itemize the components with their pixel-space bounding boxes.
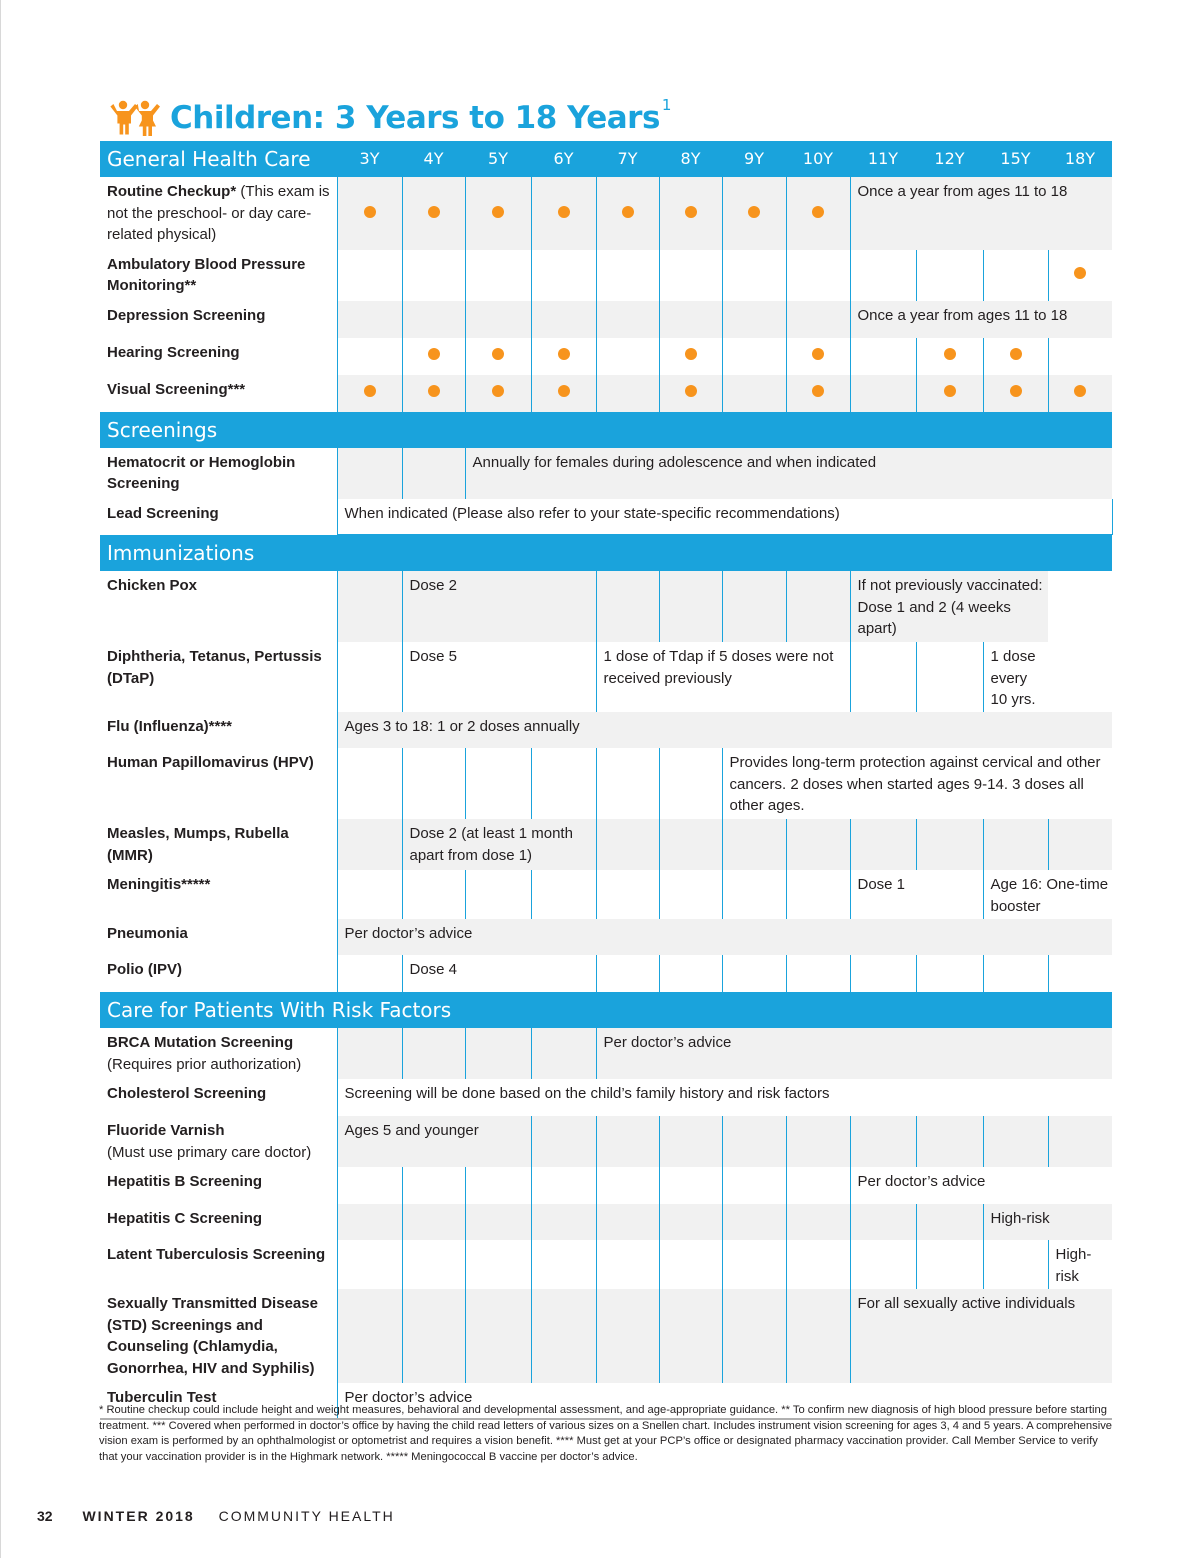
table-row-hepatitis-c: [100, 1204, 1112, 1240]
age-header: 11Y: [850, 141, 916, 177]
table-row-ambulatory-bp: [100, 250, 1112, 301]
dose-note: If not previously vaccinated: Dose 1 and 2 (4 weeks apart): [850, 571, 1048, 642]
row-label: Lead Screening: [107, 504, 219, 522]
recommended-dot: [492, 348, 504, 360]
age-header: 18Y: [1048, 141, 1112, 177]
recommended-dot: [428, 206, 440, 218]
page-title-text: Children: 3 Years to 18 Years $^1$: [170, 96, 671, 136]
age-header: 10Y: [786, 141, 850, 177]
section-title: Immunizations: [100, 535, 1112, 572]
row-span-note: Per doctor’s advice: [337, 919, 1112, 955]
recommended-dot: [812, 348, 824, 360]
table-row-fluoride: [100, 1116, 1112, 1167]
age-header: 15Y: [983, 141, 1048, 177]
table-row-brca: [100, 1028, 1112, 1079]
recommended-dot: [1074, 385, 1086, 397]
row-span-note: High-risk: [1048, 1240, 1112, 1289]
table-row-lead: [100, 499, 1112, 535]
row-label: Fluoride Varnish (Must use primary care doctor): [100, 1116, 337, 1167]
age-header: 8Y: [659, 141, 722, 177]
age-header: 9Y: [722, 141, 786, 177]
table-row-hematocrit: [100, 448, 1112, 499]
row-label: Polio (IPV): [107, 961, 182, 978]
page-edge-rule: [0, 0, 1, 1558]
table-row-chicken-pox: [100, 571, 1112, 642]
row-label: Latent Tuberculosis Screening: [107, 1246, 326, 1263]
row-label: Hearing Screening: [107, 343, 240, 361]
section-title: Care for Patients With Risk Factors: [100, 992, 1112, 1028]
row-label: Ambulatory Blood Pressure Monitoring**: [107, 255, 306, 294]
row-span-note: Screening will be done based on the child’s family history and risk factors: [337, 1079, 1112, 1116]
recommended-dot: [1010, 348, 1022, 360]
row-label: Sexually Transmitted Disease (STD) Screenings and Counseling (Chlamydia, Gonorrhea, HIV and Syphilis): [100, 1289, 337, 1383]
row-label: Hepatitis C Screening: [100, 1204, 337, 1240]
row-label: Chicken Pox: [100, 571, 337, 642]
age-header: 7Y: [596, 141, 659, 177]
issue-label: WINTER 2018: [82, 1508, 195, 1524]
row-label: Hepatitis B Screening: [107, 1173, 263, 1190]
recommended-dot: [685, 206, 697, 218]
recommended-dot: [428, 385, 440, 397]
table-row-visual: [100, 375, 1112, 412]
table-row-depression: [100, 301, 1112, 338]
recommended-dot: [685, 385, 697, 397]
recommended-dot: [558, 206, 570, 218]
table-row-routine-checkup: [100, 177, 1112, 250]
row-span-note: Per doctor’s advice: [337, 1383, 1112, 1419]
page-title: [108, 96, 671, 140]
row-span-note: Per doctor’s advice: [850, 1167, 1112, 1204]
age-header: 12Y: [916, 141, 983, 177]
section-title: General Health Care: [100, 141, 337, 177]
table-row-flu: [100, 712, 1112, 748]
row-label: Diphtheria, Tetanus, Pertussis (DTaP): [107, 648, 322, 687]
recommended-dot: [812, 206, 824, 218]
table-row-pneumonia: [100, 919, 1112, 955]
row-span-note: High-risk: [983, 1204, 1112, 1240]
table-row-std: [100, 1289, 1112, 1383]
table-row-polio: [100, 955, 1112, 992]
age-header: 5Y: [465, 141, 531, 177]
table-row-meningitis: [100, 870, 1112, 919]
table-row-latent-tb: [100, 1240, 1112, 1289]
table-row-hpv: [100, 748, 1112, 819]
age-header: 4Y: [402, 141, 465, 177]
row-label: BRCA Mutation Screening (Requires prior authorization): [100, 1028, 337, 1079]
age-header: 3Y: [337, 141, 402, 177]
footnotes: * Routine checkup could include height and weight measures, behavioral and developmental assessment, and age-appropriate guidance. ** To confirm new diagnosis of high blood pressure before starting treatment. *** Covered when performed in doctor’s office by having the child read letters of various sizes on a Snellen chart. Includes instrument vision screening for ages 3, 4 and 5 years. A comprehensive vision exam is performed by an ophthalmologist or optometrist and requires a vision benefit. **** Must get at your PCP’s office or designated pharmacy vaccination provider. Call Member Service to verify that your vaccination provider is in the Highmark network. ***** Meningococcal B vaccine per doctor’s advice.: [99, 1404, 1113, 1463]
recommended-dot: [944, 348, 956, 360]
recommended-dot: [812, 385, 824, 397]
page-footer: [37, 1508, 395, 1524]
page-number: 32: [37, 1508, 53, 1524]
row-span-note: For all sexually active individuals: [850, 1289, 1112, 1383]
row-label: Human Papillomavirus (HPV): [107, 754, 314, 771]
section-title: Screenings: [100, 412, 1112, 448]
row-span-note: When indicated (Please also refer to your state-specific recommendations): [337, 499, 1112, 535]
row-label: Depression Screening: [100, 301, 337, 338]
dose-note: Dose 1: [850, 870, 983, 919]
row-span-note: Ages 5 and younger: [337, 1116, 531, 1167]
recommended-dot: [944, 385, 956, 397]
recommended-dot: [1010, 385, 1022, 397]
section-header-immunizations: [100, 535, 1112, 572]
row-span-note: Annually for females during adolescence and when indicated: [465, 448, 1112, 499]
table-row-dtap: [100, 642, 1112, 712]
recommended-dot: [748, 206, 760, 218]
schedule-table: [100, 141, 1112, 1420]
table-row-mmr: [100, 819, 1112, 870]
section-header-general: [100, 141, 1112, 177]
dose-note: Dose 2: [402, 571, 596, 642]
recommended-dot: [685, 348, 697, 360]
row-label: Meningitis*****: [107, 876, 211, 893]
row-label: Pneumonia: [100, 919, 337, 955]
row-label: Hematocrit or Hemoglobin Screening: [100, 448, 337, 499]
row-span-note: Provides long-term protection against cervical and other cancers. 2 doses when started ages 9-14. 3 doses all other ages.: [722, 748, 1112, 819]
section-header-screenings: [100, 412, 1112, 448]
recommended-dot: [492, 206, 504, 218]
row-span-note: Per doctor’s advice: [596, 1028, 1112, 1079]
recommended-dot: [428, 348, 440, 360]
dose-note: Dose 2 (at least 1 month apart from dose 1): [402, 819, 596, 870]
row-label: Routine Checkup* (This exam is not the preschool- or day care-related physical): [100, 177, 337, 250]
section-header-risk-factors: [100, 992, 1112, 1028]
table-row-hepatitis-b: [100, 1167, 1112, 1204]
recommended-dot: [364, 385, 376, 397]
recommended-dot: [492, 385, 504, 397]
row-label: Measles, Mumps, Rubella (MMR): [100, 819, 337, 870]
publication-name: COMMUNITY HEALTH: [218, 1508, 395, 1524]
recommended-dot: [558, 348, 570, 360]
recommended-dot: [622, 206, 634, 218]
dose-note: Dose 4: [402, 955, 596, 992]
table-row-cholesterol: [100, 1079, 1112, 1116]
row-label: Visual Screening***: [100, 375, 337, 412]
dose-note: 1 dose of Tdap if 5 doses were not received previously: [596, 642, 850, 712]
row-label: Tuberculin Test: [100, 1383, 337, 1419]
row-span-note: Once a year from ages 11 to 18: [850, 301, 1112, 338]
title-footnote-mark: 1: [661, 96, 671, 114]
dose-note: Age 16: One-time booster: [983, 870, 1112, 919]
recommended-dot: [558, 385, 570, 397]
recommended-dot: [1074, 267, 1086, 279]
dose-note: Dose 5: [402, 642, 596, 712]
row-label: Flu (Influenza)****: [100, 712, 337, 748]
age-header: 6Y: [531, 141, 596, 177]
recommended-dot: [364, 206, 376, 218]
row-label: Cholesterol Screening: [107, 1085, 267, 1102]
table-row-hearing: [100, 338, 1112, 375]
row-span-note: Once a year from ages 11 to 18: [850, 177, 1112, 250]
row-span-note: Ages 3 to 18: 1 or 2 doses annually: [337, 712, 1112, 748]
dose-note: 1 dose every 10 yrs.: [983, 642, 1048, 712]
children-icon: [108, 100, 160, 136]
